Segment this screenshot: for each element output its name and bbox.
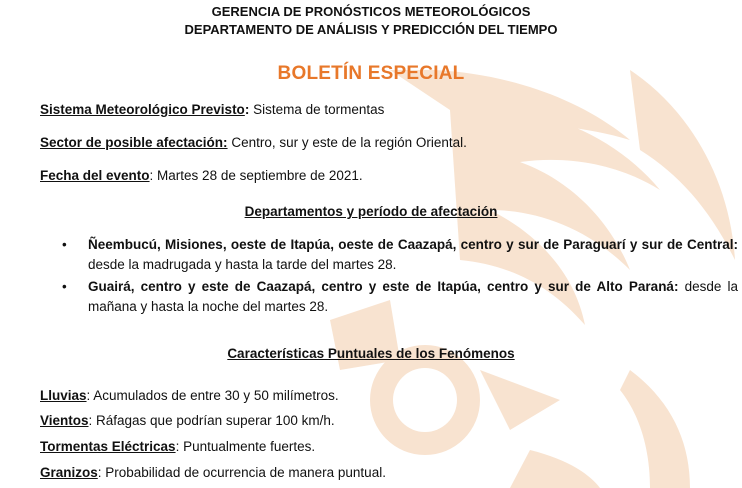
field-fecha xyxy=(40,168,363,183)
granizos-label: Granizos xyxy=(40,465,98,480)
header-line-2: DEPARTAMENTO DE ANÁLISIS Y PREDICCIÓN DEL TIEMPO xyxy=(184,22,558,37)
field-sistema-label: Sistema Meteorológico Previsto xyxy=(40,102,245,117)
field-sector-value: Centro, sur y este de la región Oriental. xyxy=(227,135,467,150)
departamentos-list xyxy=(62,235,738,319)
section-caracteristicas-title: Características Puntuales de los Fenómenos xyxy=(227,346,515,361)
phenomenon-vientos xyxy=(40,413,335,428)
tormentas-value: : Puntualmente fuertes. xyxy=(175,439,316,454)
tormentas-label: Tormentas Eléctricas xyxy=(40,439,176,454)
bullet-text: desde la madrugada y hasta la tarde del martes 28. xyxy=(88,257,397,272)
field-sector-label: Sector de posible afectación: xyxy=(40,135,228,150)
header-line-1: GERENCIA DE PRONÓSTICOS METEOROLÓGICOS xyxy=(211,4,531,19)
field-sistema-value: Sistema de tormentas xyxy=(249,102,385,117)
phenomenon-lluvias xyxy=(40,388,339,403)
field-fecha-value: : Martes 28 de septiembre de 2021. xyxy=(149,168,363,183)
list-item xyxy=(62,235,738,275)
field-sector xyxy=(40,135,467,150)
field-fecha-label: Fecha del evento xyxy=(40,168,150,183)
bullet-bold: Ñeembucú, Misiones, oeste de Itapúa, oeste de Caazapá, centro y sur de Paraguarí y sur de Central: xyxy=(88,237,738,252)
vientos-label: Vientos xyxy=(40,413,89,428)
section-departamentos-title: Departamentos y período de afectación xyxy=(244,204,498,219)
granizos-value: : Probabilidad de ocurrencia de manera puntual. xyxy=(97,465,386,480)
vientos-value: : Ráfagas que podrían superar 100 km/h. xyxy=(88,413,335,428)
lluvias-value: : Acumulados de entre 30 y 50 milímetros. xyxy=(86,388,339,403)
field-sistema: Sistema Meteorológico Previsto: Sistema de tormentas xyxy=(40,102,385,117)
bulletin-title: BOLETÍN ESPECIAL xyxy=(277,63,465,84)
bullet-icon: • xyxy=(62,279,67,294)
list-item xyxy=(62,277,738,317)
lluvias-label: Lluvias xyxy=(40,388,87,403)
bullet-icon: • xyxy=(62,237,67,252)
phenomenon-granizos xyxy=(40,465,386,480)
bullet-text: desde la mañana y hasta la noche del martes 28. xyxy=(88,279,738,314)
bullet-bold: Guairá, centro y este de Caazapá, centro y este de Itapúa, centro y sur de Alto Paraná: xyxy=(88,279,679,294)
phenomenon-tormentas xyxy=(40,439,315,454)
